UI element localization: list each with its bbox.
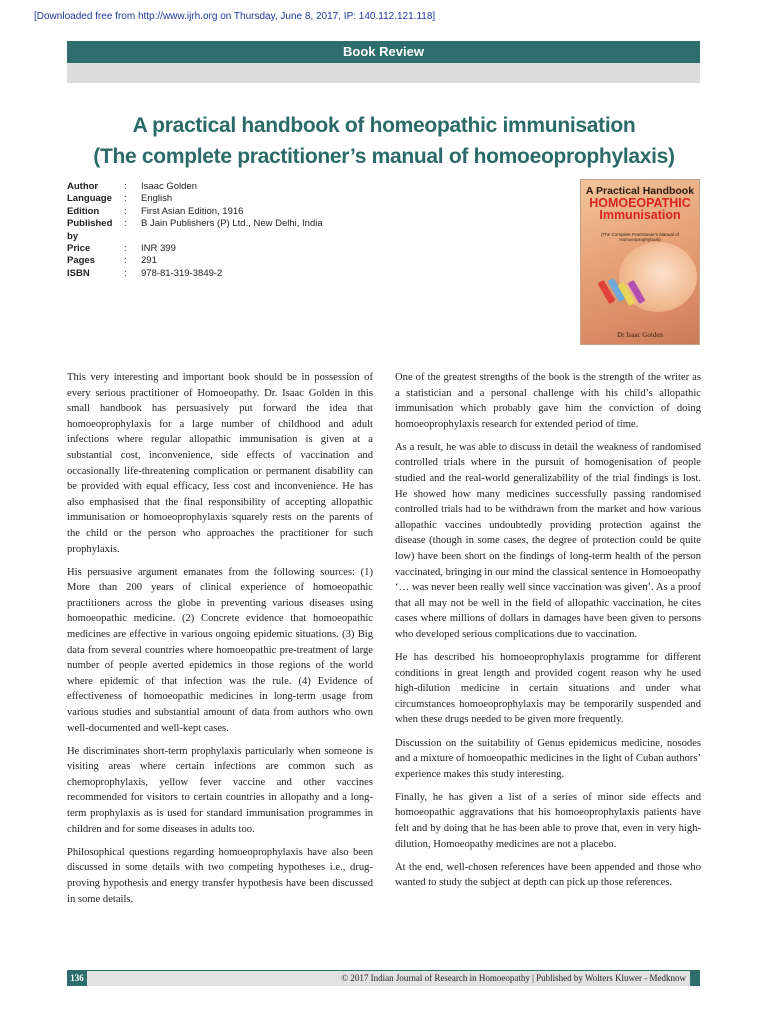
book-cover-image <box>580 179 700 345</box>
download-notice: [Downloaded free from http://www.ijrh.org on Thursday, June 8, 2017, IP: 140.112.121.118] <box>34 11 436 22</box>
meta-label: ISBN <box>67 267 90 279</box>
section-banner: Book Review <box>67 41 700 63</box>
paragraph: As a result, he was able to discuss in detail the weakness of randomised controlled trials where in the pursuit of homogenisation of people studied and the real-world generalizability of the trial findings is lost. He showed how many medicines successfully passing randomised controlled trials had to be withdrawn from the market and how various allopathic vaccines undoubtedly providing protection against the disease (though in some cases, the degree of protection could be quite low) have been short on the findings of long-term health of the person vaccinated, bringing in our mind the classical sentence in Homoeopathy ‘… was never been really well since vaccination was given’. As a proof that all may not be well in the field of allopathic vaccination, he cites cases where millions of dollars in damages have been given to persons who developed serious complications due to vaccination. <box>395 441 701 640</box>
meta-row-language: Language : English <box>67 193 173 205</box>
meta-label: Author <box>67 181 99 192</box>
banner-shade <box>67 63 700 83</box>
cover-author: Dr Isaac Golden <box>617 331 663 339</box>
meta-label: Language <box>67 193 112 205</box>
cover-main-title: HOMOEOPATHIC Immunisation <box>589 196 691 222</box>
meta-row-publisher: Published by : B Jain Publishers (P) Ltd., New Delhi, India <box>67 218 323 242</box>
page-number: 136 <box>67 971 87 986</box>
paragraph: He discriminates short-term prophylaxis particularly when someone is visiting areas where certain infections are common such as chemoprophylaxis, yellow fever vaccine and other vaccines recommended for visitors to certain countries in allopathy and a long-term prophylaxis as is used for standard immunisation programmes in children and for some diseases in adults too. <box>67 745 373 835</box>
paragraph: Philosophical questions regarding homoeoprophylaxis have also been discussed in some details with two competing hypotheses i.e., drug-proving hypothesis and energy transfer hypothesis have been discussed in some details. <box>67 846 373 905</box>
title-line-1: A practical handbook of homeopathic immunisation <box>132 114 636 137</box>
meta-row-isbn: ISBN : 978-81-319-3849-2 <box>67 267 223 279</box>
paragraph: He has described his homoeoprophylaxis programme for different conditions in great length and provided cogent reason why he used high-dilution medicine in certain situations and under what circumstances homoeoprophylaxis may be temporarily suspended and when these drugs needed to be given more frequently. <box>395 652 701 726</box>
meta-label: Price <box>67 243 91 255</box>
meta-value: INR 399 <box>141 243 176 255</box>
paragraph: Discussion on the suitability of Genus epidemicus medicine, nosodes and a mixture of homoeopathic medicines in the light of Cuban authors’ experience makes this study interesting. <box>395 737 701 780</box>
cover-title: A Practical Handbook <box>585 185 695 197</box>
meta-row-pages: Pages : 291 <box>67 255 157 267</box>
left-column <box>67 370 373 915</box>
paragraph: This very interesting and important book should be in possession of every serious practitioner of Homoeopathy. Dr. Isaac Golden in this small handbook has persuasively put forward the idea that homoeoprophylaxis for a large number of childhood and adult infections where regular allopathic immunisation is given at a substantial cost, inconvenience, side effects of vaccination and occasionally life-threatening complication or permanent disability can be provided with equal efficacy, less cost and inconvenience. He has also emphasised that the final responsibility of accepting allopathic immunisation or homoeoprophylaxis squarely rests on the parents of the child or the person who approaches the practitioner for such prophylaxis. <box>67 372 373 555</box>
book-metadata <box>67 181 323 280</box>
footer-cap <box>690 971 700 986</box>
meta-value: 291 <box>141 255 157 267</box>
paragraph: At the end, well-chosen references have been appended and those who wanted to study the subject at depth can pick up those references. <box>395 861 701 889</box>
meta-value: English <box>141 193 173 205</box>
meta-label: Published by <box>67 218 113 242</box>
footer-copyright: © 2017 Indian Journal of Research in Homoeopathy | Published by Wolters Kluwer - Medknow <box>341 973 686 983</box>
meta-row-edition: Edition : First Asian Edition, 1916 <box>67 205 244 217</box>
meta-value: 978-81-319-3849-2 <box>141 267 223 279</box>
meta-value: B Jain Publishers (P) Ltd., New Delhi, India <box>141 218 323 230</box>
paragraph: Finally, he has given a list of a series of minor side effects and homoeopathic aggravations that his homoeoprophylaxis patients have felt and by doing that he has been able to prove that, even in very high-dilution, Homoeopathy medicines are not a placebo. <box>395 791 701 850</box>
meta-label: Pages <box>67 255 95 267</box>
page-footer <box>67 971 700 986</box>
meta-row-price: Price : INR 399 <box>67 243 176 255</box>
paragraph: His persuasive argument emanates from the following sources: (1) More than 200 years of clinical experience of homoeopathic practitioners across the globe in preventing various diseases using homoeopathic medicine. (2) Concrete evidence that homoeopathic medicines are effective in various ongoing epidemic situations. (3) Big data from several countries where homoeopathic pre-treatment of large number of people averted epidemics in those regions of the world where epidemic of that infection was the rule. (4) Evidence of effectiveness of homoeopathic medicines in long-term usage from various studies and substantial amount of data from authors who own well-documented and well-kept cases. <box>67 566 373 734</box>
cover-subtitle: (The Complete Practitioner's Manual of Homoeoprophylaxis) <box>601 232 679 242</box>
meta-value: First Asian Edition, 1916 <box>141 205 244 217</box>
meta-value: Isaac Golden <box>141 181 197 192</box>
meta-row-author: Author : Isaac Golden <box>67 181 197 192</box>
paragraph: One of the greatest strengths of the book is the strength of the writer as a statistician and a personal challenge with his child’s allopathic immunisation which probably gave him the conviction of doing homoeoprophylaxis research for extended period of time. <box>395 372 701 430</box>
article-title <box>60 110 708 172</box>
right-column <box>395 370 701 898</box>
title-line-2: (The complete practitioner’s manual of homoeoprophylaxis) <box>93 145 675 168</box>
meta-label: Edition <box>67 205 100 217</box>
